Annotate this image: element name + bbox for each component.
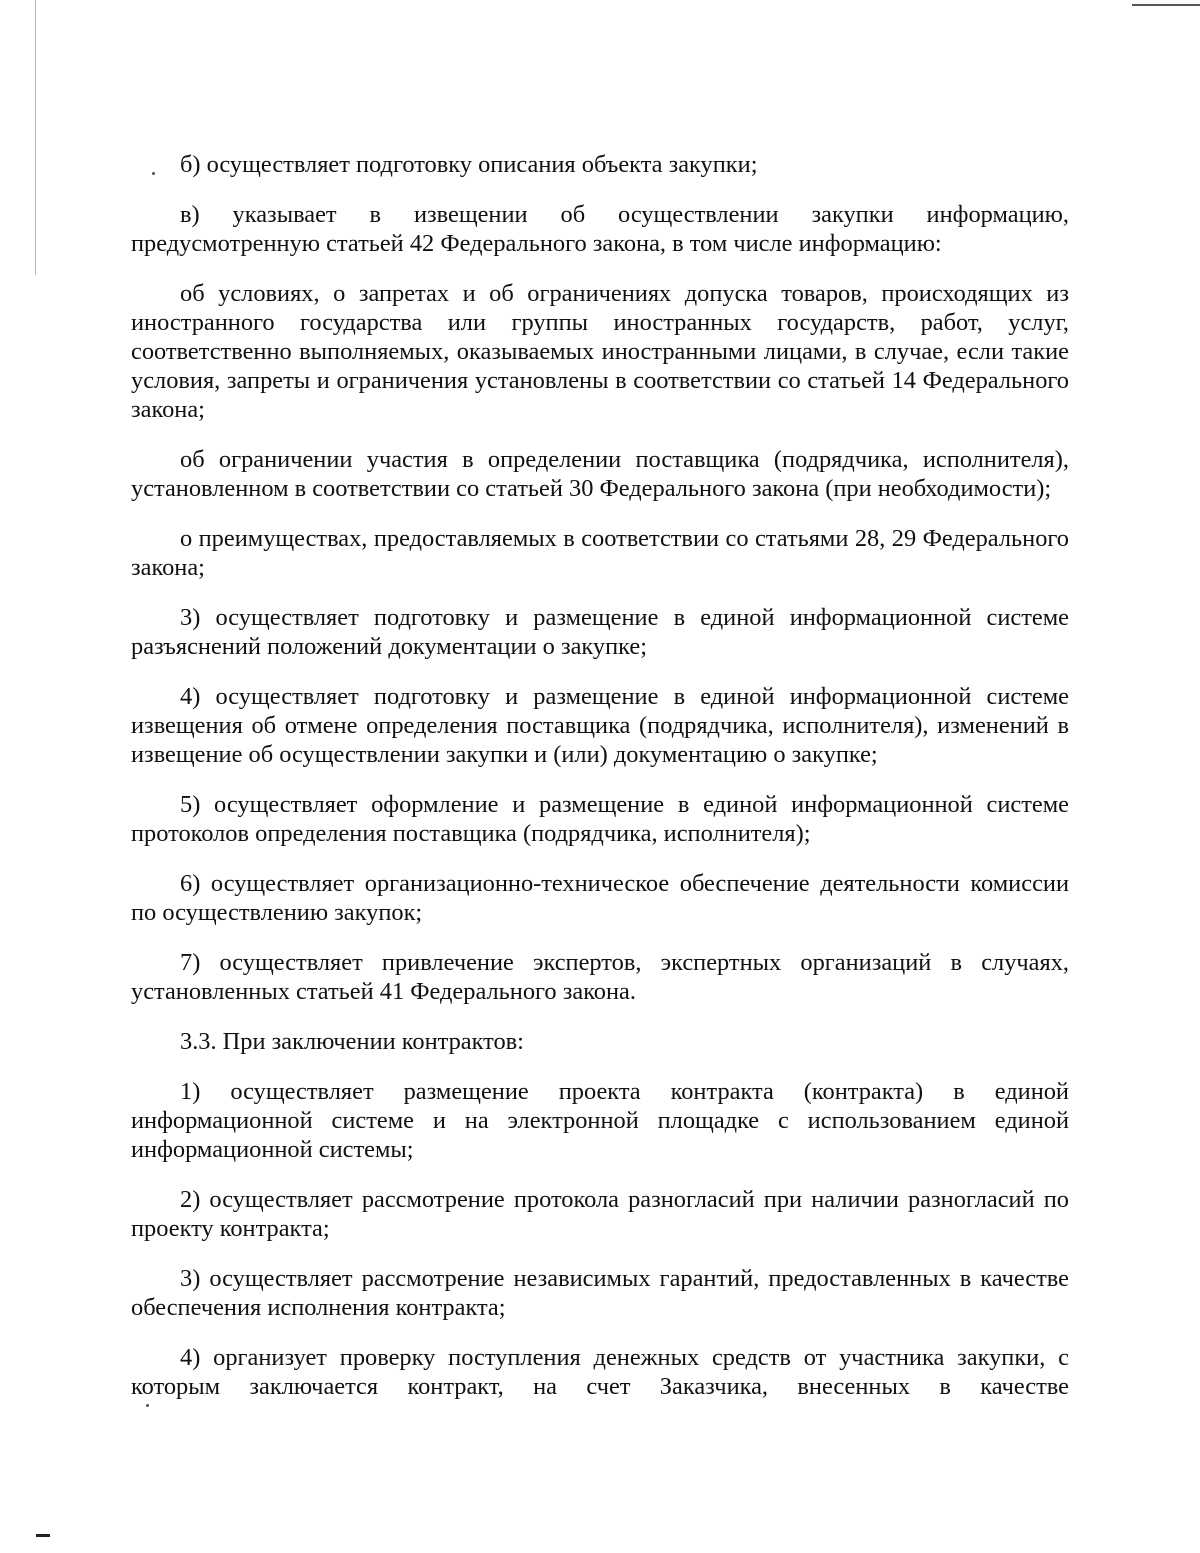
- paragraph-restrictions: об условиях, о запретах и об ограничениях допуска товаров, происходящих из иностранного государства или группы иностранных государств, работ, услуг, соответственно выполняемых, оказываемых иностранными лицами, в случае, если такие условия, запреты и ограничения установлены в соответствии со статьей 14 Федерального закона;: [131, 280, 1069, 423]
- scan-speck: [146, 1404, 149, 1407]
- scan-margin-line: [35, 0, 36, 275]
- paragraph-item-4: 4) осуществляет подготовку и размещение в единой информационной системе извещения об отмене определения поставщика (подрядчика, исполнителя), изменений в извещение об осуществлении закупки и (или) документацию о закупке;: [131, 683, 1069, 768]
- paragraph-contract-3: 3) осуществляет рассмотрение независимых гарантий, предоставленных в качестве обеспечения исполнения контракта;: [131, 1265, 1069, 1321]
- paragraph-participation-limit: об ограничении участия в определении поставщика (подрядчика, исполнителя), установленном в соответствии со статьей 30 Федерального закона (при необходимости);: [131, 446, 1069, 502]
- paragraph-b: б) осуществляет подготовку описания объекта закупки;: [180, 151, 758, 178]
- document-body: [131, 150, 1069, 1401]
- paragraph-advantages: о преимуществах, предоставляемых в соответствии со статьями 28, 29 Федерального закона;: [131, 525, 1069, 581]
- paragraph-item-7: 7) осуществляет привлечение экспертов, экспертных организаций в случаях, установленных статьей 41 Федерального закона.: [131, 949, 1069, 1005]
- paragraph-v: в) указывает в извещении об осуществлении закупки информацию, предусмотренную статьей 42 Федерального закона, в том числе информацию:: [131, 201, 1069, 257]
- paragraph-contract-4: 4) организует проверку поступления денежных средств от участника закупки, с которым заключается контракт, на счет Заказчика, внесенных в качестве: [131, 1344, 1069, 1400]
- paragraph-item-6: 6) осуществляет организационно-техническое обеспечение деятельности комиссии по осуществлению закупок;: [131, 870, 1069, 926]
- paragraph-contract-1: 1) осуществляет размещение проекта контракта (контракта) в единой информационной системе и на электронной площадке с использованием единой информационной системы;: [131, 1078, 1069, 1163]
- scan-corner-mark: [1132, 0, 1200, 6]
- scan-dash-mark: [36, 1534, 50, 1537]
- section-heading-3-3: 3.3. При заключении контрактов:: [180, 1028, 524, 1055]
- paragraph-item-3: 3) осуществляет подготовку и размещение в единой информационной системе разъяснений положений документации о закупке;: [131, 604, 1069, 660]
- paragraph-contract-2: 2) осуществляет рассмотрение протокола разногласий при наличии разногласий по проекту контракта;: [131, 1186, 1069, 1242]
- paragraph-item-5: 5) осуществляет оформление и размещение в единой информационной системе протоколов определения поставщика (подрядчика, исполнителя);: [131, 791, 1069, 847]
